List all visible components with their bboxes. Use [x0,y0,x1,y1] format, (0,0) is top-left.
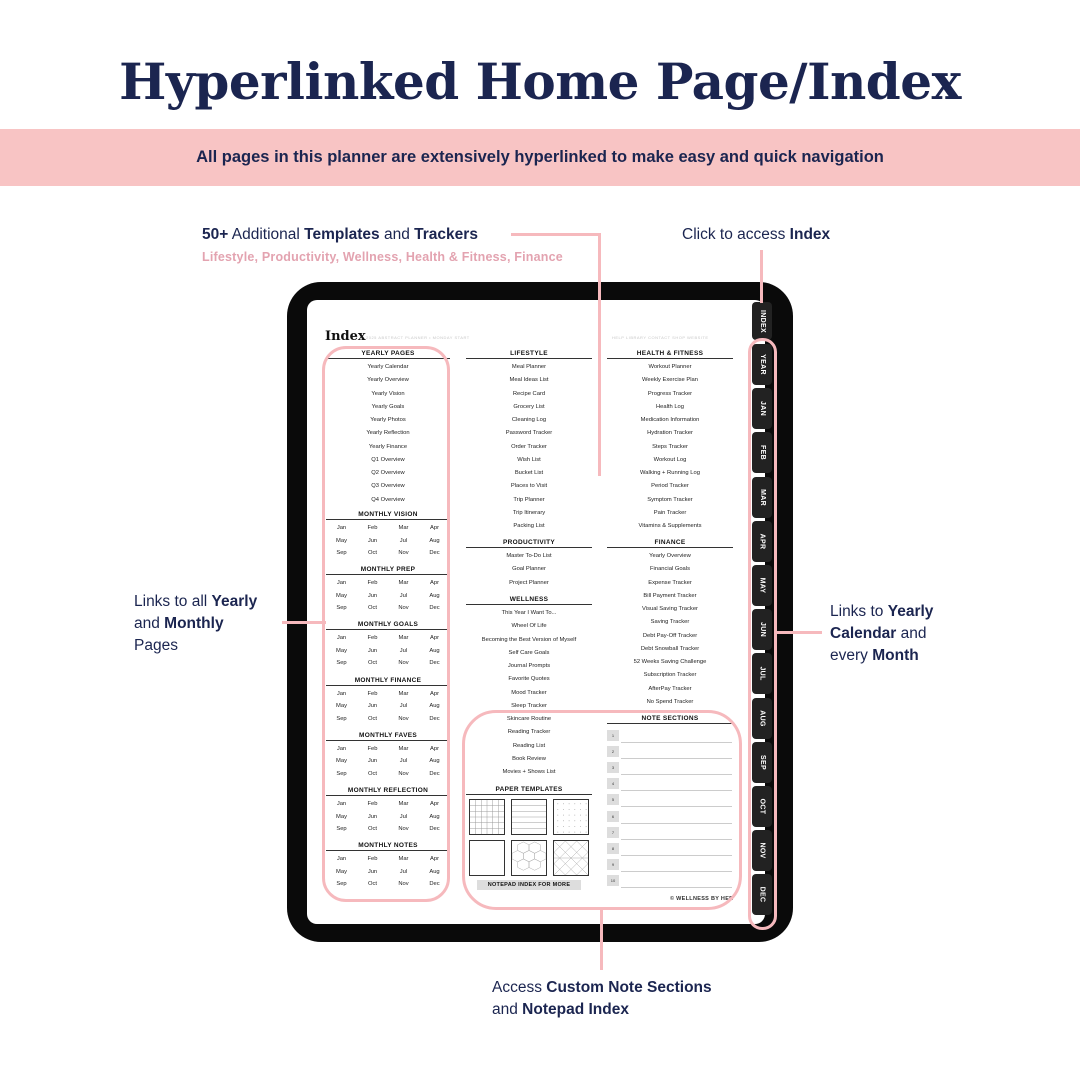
index-link[interactable]: Expense Tracker [648,579,692,586]
callout-bold: Trackers [414,226,478,243]
note-section-number: 6 [607,811,619,822]
note-section-number: 9 [607,859,619,870]
note-section-number: 10 [607,875,619,886]
index-link[interactable]: Master To-Do List [506,553,552,559]
month-link-aug[interactable]: Aug [429,647,440,654]
index-link[interactable]: Reading Tracker [507,729,551,736]
month-link-nov[interactable]: Nov [398,715,409,722]
month-link-aug[interactable]: Aug [429,537,440,544]
month-link-jan[interactable]: Jan [336,745,347,752]
month-link-mar[interactable]: Mar [398,801,409,807]
callout-text: Pages [134,637,178,654]
callout-bold: Monthly [164,615,224,632]
callout-text: Access [492,979,547,996]
tab-label: INDEX [758,309,766,333]
month-link-may[interactable]: May [336,647,347,654]
month-link-apr[interactable]: Apr [429,580,440,587]
index-link[interactable]: Saving Tracker [650,619,690,626]
index-link[interactable]: Self Care Goals [508,649,550,656]
index-subtitle: 2025 ABSTRACT PLANNER • MONDAY START [366,335,470,340]
index-link[interactable]: Yearly Overview [649,553,691,559]
index-link[interactable]: Walking + Running Log [640,470,700,476]
callout-bold: Yearly [887,603,934,620]
month-link-feb[interactable]: Feb [367,745,378,752]
tab-label: NOV [758,842,766,859]
month-link-jan[interactable]: Jan [336,690,347,697]
index-link[interactable]: Yearly Vision [371,390,405,397]
month-link-may[interactable]: May [336,703,347,710]
callout-templates [202,224,563,268]
month-link-dec[interactable]: Dec [429,826,440,832]
month-link-nov[interactable]: Nov [398,826,409,832]
tab-label: JUN [758,622,766,638]
callout-text: and [492,1001,523,1018]
index-link[interactable]: Cleaning Log [511,417,547,423]
month-link-apr[interactable]: Apr [429,525,440,531]
month-link-mar[interactable]: Mar [398,745,409,752]
highlight-notes [462,710,742,910]
callout-index [682,224,830,246]
month-link-sep[interactable]: Sep [336,826,347,832]
month-link-dec[interactable]: Dec [429,605,440,612]
month-link-nov[interactable]: Nov [398,550,409,556]
index-link[interactable]: Yearly Photos [370,417,406,423]
index-link[interactable]: Packing List [513,523,545,529]
month-link-sep[interactable]: Sep [336,660,347,667]
tab-label: DEC [758,887,766,903]
index-link[interactable]: Favorite Quotes [508,676,550,683]
index-link[interactable]: Medication Information [640,417,700,423]
section-header: PAPER TEMPLATES [466,786,592,795]
callout-text: and [379,226,415,243]
month-link-apr[interactable]: Apr [429,801,440,807]
tab-label: JAN [758,401,766,417]
month-link-aug[interactable]: Aug [429,813,440,820]
callout-bold: Yearly [211,593,258,610]
connector-line [282,621,326,624]
index-link[interactable]: Yearly Goals [371,403,405,410]
tab-label: MAR [758,488,766,506]
section-header: MONTHLY PREP [326,566,450,575]
callout-bold: 50+ [202,226,229,243]
month-link-mar[interactable]: Mar [398,856,409,863]
month-link-jun[interactable]: Jun [367,868,378,875]
highlight-yearly-monthly [322,346,450,902]
month-link-nov[interactable]: Nov [398,605,409,612]
index-link[interactable]: Wish List [517,456,541,463]
index-link[interactable]: Period Tracker [651,483,689,490]
tab-label: AUG [758,709,766,727]
month-link-jun[interactable]: Jun [367,592,378,599]
tab-index[interactable] [752,302,772,340]
index-link[interactable]: Pain Tracker [653,509,687,516]
copyright: © WELLNESS BY HER [670,896,734,902]
index-link[interactable]: 52 Weeks Saving Challenge [633,659,707,665]
index-top-links[interactable]: HELP LIBRARY CONTACT SHOP WEBSITE [612,335,709,340]
index-link[interactable]: Grocery List [513,403,545,410]
connector-line [511,233,601,236]
section-header: HEALTH & FITNESS [607,350,733,359]
month-link-jul[interactable]: Jul [399,758,408,765]
callout-bold: Calendar [830,625,897,642]
month-link-aug[interactable]: Aug [429,868,440,875]
month-link-jun[interactable]: Jun [367,758,378,765]
month-link-dec[interactable]: Dec [429,660,440,667]
section-header: MONTHLY NOTES [326,842,450,851]
index-link[interactable]: Financial Goals [650,566,690,573]
index-link[interactable]: Debt Pay-Off Tracker [642,632,698,639]
index-link[interactable]: Becoming the Best Version of Myself [481,636,577,643]
banner-text: All pages in this planner are extensively hyperlinked to make easy and quick navigation [196,148,884,166]
month-link-nov[interactable]: Nov [398,881,409,888]
month-link-sep[interactable]: Sep [336,605,347,612]
section-header: PRODUCTIVITY [466,539,592,548]
month-link-jan[interactable]: Jan [336,580,347,587]
index-link[interactable]: Symptom Tracker [647,496,693,503]
month-link-jul[interactable]: Jul [399,813,408,820]
index-link[interactable]: Vitamins & Supplements [638,523,702,529]
section-header: FINANCE [607,539,733,548]
tab-label: YEAR [758,354,766,375]
section-header: MONTHLY REFLECTION [326,787,450,796]
index-link[interactable]: Skincare Routine [506,716,552,722]
tab-label: OCT [758,798,766,815]
month-link-oct[interactable]: Oct [367,826,378,832]
index-link[interactable]: Trip Itinerary [512,509,546,516]
callout-bold: Custom Note Sections [546,979,712,996]
month-link-mar[interactable]: Mar [398,525,409,531]
index-link[interactable]: Places to Visit [510,483,548,490]
index-link[interactable]: Q2 Overview [371,470,405,476]
section-header: NOTE SECTIONS [607,715,733,724]
callout-links-left [134,591,257,657]
index-link[interactable]: Steps Tracker [652,443,688,450]
month-link-feb[interactable]: Feb [367,525,378,531]
section-header: MONTHLY VISION [326,511,450,520]
month-link-may[interactable]: May [336,868,347,875]
month-link-may[interactable]: May [336,758,347,765]
callout-notes [492,977,712,1021]
index-link[interactable]: Meal Ideas List [509,377,549,384]
connector-line [600,907,603,970]
index-link[interactable]: Meal Planner [511,364,547,370]
note-section-number: 2 [607,746,619,757]
month-link-oct[interactable]: Oct [367,605,378,612]
index-link[interactable]: Yearly Reflection [366,430,410,437]
index-link[interactable]: Book Review [512,755,546,762]
index-link[interactable]: Recipe Card [512,390,546,397]
section-header: LIFESTYLE [466,350,592,359]
highlight-tabs [748,338,777,930]
month-link-oct[interactable]: Oct [367,715,378,722]
month-link-jun[interactable]: Jun [367,537,378,544]
month-link-dec[interactable]: Dec [429,770,440,777]
section-header: MONTHLY FINANCE [326,677,450,686]
index-link[interactable]: Project Planner [509,579,549,586]
month-link-feb[interactable]: Feb [367,580,378,587]
month-link-feb[interactable]: Feb [367,856,378,863]
note-section-number: 1 [607,730,619,741]
month-link-jul[interactable]: Jul [399,537,408,544]
month-link-jul[interactable]: Jul [399,592,408,599]
callout-text: and [134,615,165,632]
connector-line [776,631,822,634]
index-link[interactable]: Goal Planner [512,566,546,573]
month-link-jan[interactable]: Jan [336,801,347,807]
index-title: Index [325,329,366,344]
month-link-dec[interactable]: Dec [429,715,440,722]
month-link-mar[interactable]: Mar [398,690,409,697]
month-link-sep[interactable]: Sep [336,881,347,888]
month-link-jul[interactable]: Jul [399,647,408,654]
month-link-apr[interactable]: Apr [429,745,440,752]
tab-label: MAY [758,577,766,594]
month-link-jun[interactable]: Jun [367,647,378,654]
index-link[interactable]: AfterPay Tracker [648,685,692,692]
month-link-jan[interactable]: Jan [336,635,347,642]
index-link[interactable]: Mood Tracker [511,689,547,696]
tab-label: SEP [758,754,766,770]
month-link-jan[interactable]: Jan [336,525,347,531]
callout-subtext: Lifestyle, Productivity, Wellness, Health & Fitness, Finance [202,250,563,264]
month-link-apr[interactable]: Apr [429,856,440,863]
month-link-aug[interactable]: Aug [429,703,440,710]
month-link-jun[interactable]: Jun [367,813,378,820]
month-link-mar[interactable]: Mar [398,635,409,642]
month-link-jan[interactable]: Jan [336,856,347,863]
callout-links-right [830,601,933,667]
index-link[interactable]: Q1 Overview [371,456,405,463]
note-section-number: 7 [607,827,619,838]
month-link-oct[interactable]: Oct [367,770,378,777]
index-link[interactable]: Bucket List [514,470,544,476]
notepad-index-button[interactable]: NOTEPAD INDEX FOR MORE [477,880,581,890]
callout-bold: Notepad Index [522,1001,629,1018]
index-link[interactable]: This Year I Want To... [501,610,557,616]
section-header: WELLNESS [466,596,592,605]
index-link[interactable]: Wheel Of Life [511,623,547,630]
month-link-may[interactable]: May [336,537,347,544]
note-section-number: 5 [607,794,619,805]
connector-line [760,250,763,303]
section-header: MONTHLY FAVES [326,732,450,741]
month-link-feb[interactable]: Feb [367,801,378,807]
month-link-nov[interactable]: Nov [398,770,409,777]
index-link[interactable]: Journal Prompts [507,663,551,669]
month-link-dec[interactable]: Dec [429,881,440,888]
index-link[interactable]: Trip Planner [513,496,545,503]
index-link[interactable]: Subscription Tracker [643,672,697,679]
callout-text: Links to all [134,593,212,610]
month-link-jun[interactable]: Jun [367,703,378,710]
index-link[interactable]: Bill Payment Tracker [643,592,697,599]
month-link-feb[interactable]: Feb [367,635,378,642]
callout-bold: Month [872,647,919,664]
index-link[interactable]: Weekly Exercise Plan [642,377,698,384]
note-section-number: 3 [607,762,619,773]
section-header: MONTHLY GOALS [326,621,450,630]
index-link[interactable]: Reading List [512,742,546,749]
month-link-oct[interactable]: Oct [367,881,378,888]
callout-bold: Index [789,226,831,243]
month-link-sep[interactable]: Sep [336,770,347,777]
index-link[interactable]: Q3 Overview [371,483,405,490]
month-link-jul[interactable]: Jul [399,703,408,710]
month-link-oct[interactable]: Oct [367,550,378,556]
month-link-jul[interactable]: Jul [399,868,408,875]
tab-label: FEB [758,445,766,461]
callout-text: Click to access [682,226,790,243]
month-link-may[interactable]: May [336,592,347,599]
month-link-dec[interactable]: Dec [429,550,440,556]
callout-bold: Templates [304,226,380,243]
month-link-apr[interactable]: Apr [429,690,440,697]
index-link[interactable]: Progress Tracker [647,390,693,397]
month-link-apr[interactable]: Apr [429,635,440,642]
index-link[interactable]: Workout Log [653,456,687,463]
connector-line [598,233,601,476]
month-link-aug[interactable]: Aug [429,758,440,765]
index-link[interactable]: Order Tracker [511,443,547,450]
index-link[interactable]: Movies + Shows List [502,769,556,775]
page-title: Hyperlinked Home Page/Index [119,52,961,111]
month-link-nov[interactable]: Nov [398,660,409,667]
index-link[interactable]: Password Tracker [505,430,553,437]
section-header: YEARLY PAGES [326,350,450,359]
index-link[interactable]: Sleep Tracker [511,702,547,709]
banner [0,129,1080,186]
index-link[interactable]: Hydration Tracker [647,430,693,437]
tab-label: APR [758,533,766,550]
index-link[interactable]: Visual Saving Tracker [642,606,698,612]
index-link[interactable]: Q4 Overview [371,496,405,503]
month-link-oct[interactable]: Oct [367,660,378,667]
note-section-number: 4 [607,778,619,789]
month-link-feb[interactable]: Feb [367,690,378,697]
callout-text: Links to [830,603,888,620]
index-link[interactable]: No Spend Tracker [646,698,694,705]
note-section-number: 8 [607,843,619,854]
month-link-sep[interactable]: Sep [336,550,347,556]
index-link[interactable]: Debt Snowball Tracker [640,645,700,652]
callout-text: Additional [228,226,305,243]
tab-label: JUL [758,666,766,681]
month-link-sep[interactable]: Sep [336,715,347,722]
month-link-may[interactable]: May [336,813,347,820]
index-link[interactable]: Workout Planner [648,364,692,370]
month-link-aug[interactable]: Aug [429,592,440,599]
index-link[interactable]: Yearly Finance [368,443,408,450]
month-link-mar[interactable]: Mar [398,580,409,587]
callout-text: every [830,647,873,664]
index-link[interactable]: Yearly Overview [367,377,409,384]
callout-text: and [896,625,927,642]
index-link[interactable]: Yearly Calendar [367,364,409,370]
index-link[interactable]: Health Log [655,403,685,410]
